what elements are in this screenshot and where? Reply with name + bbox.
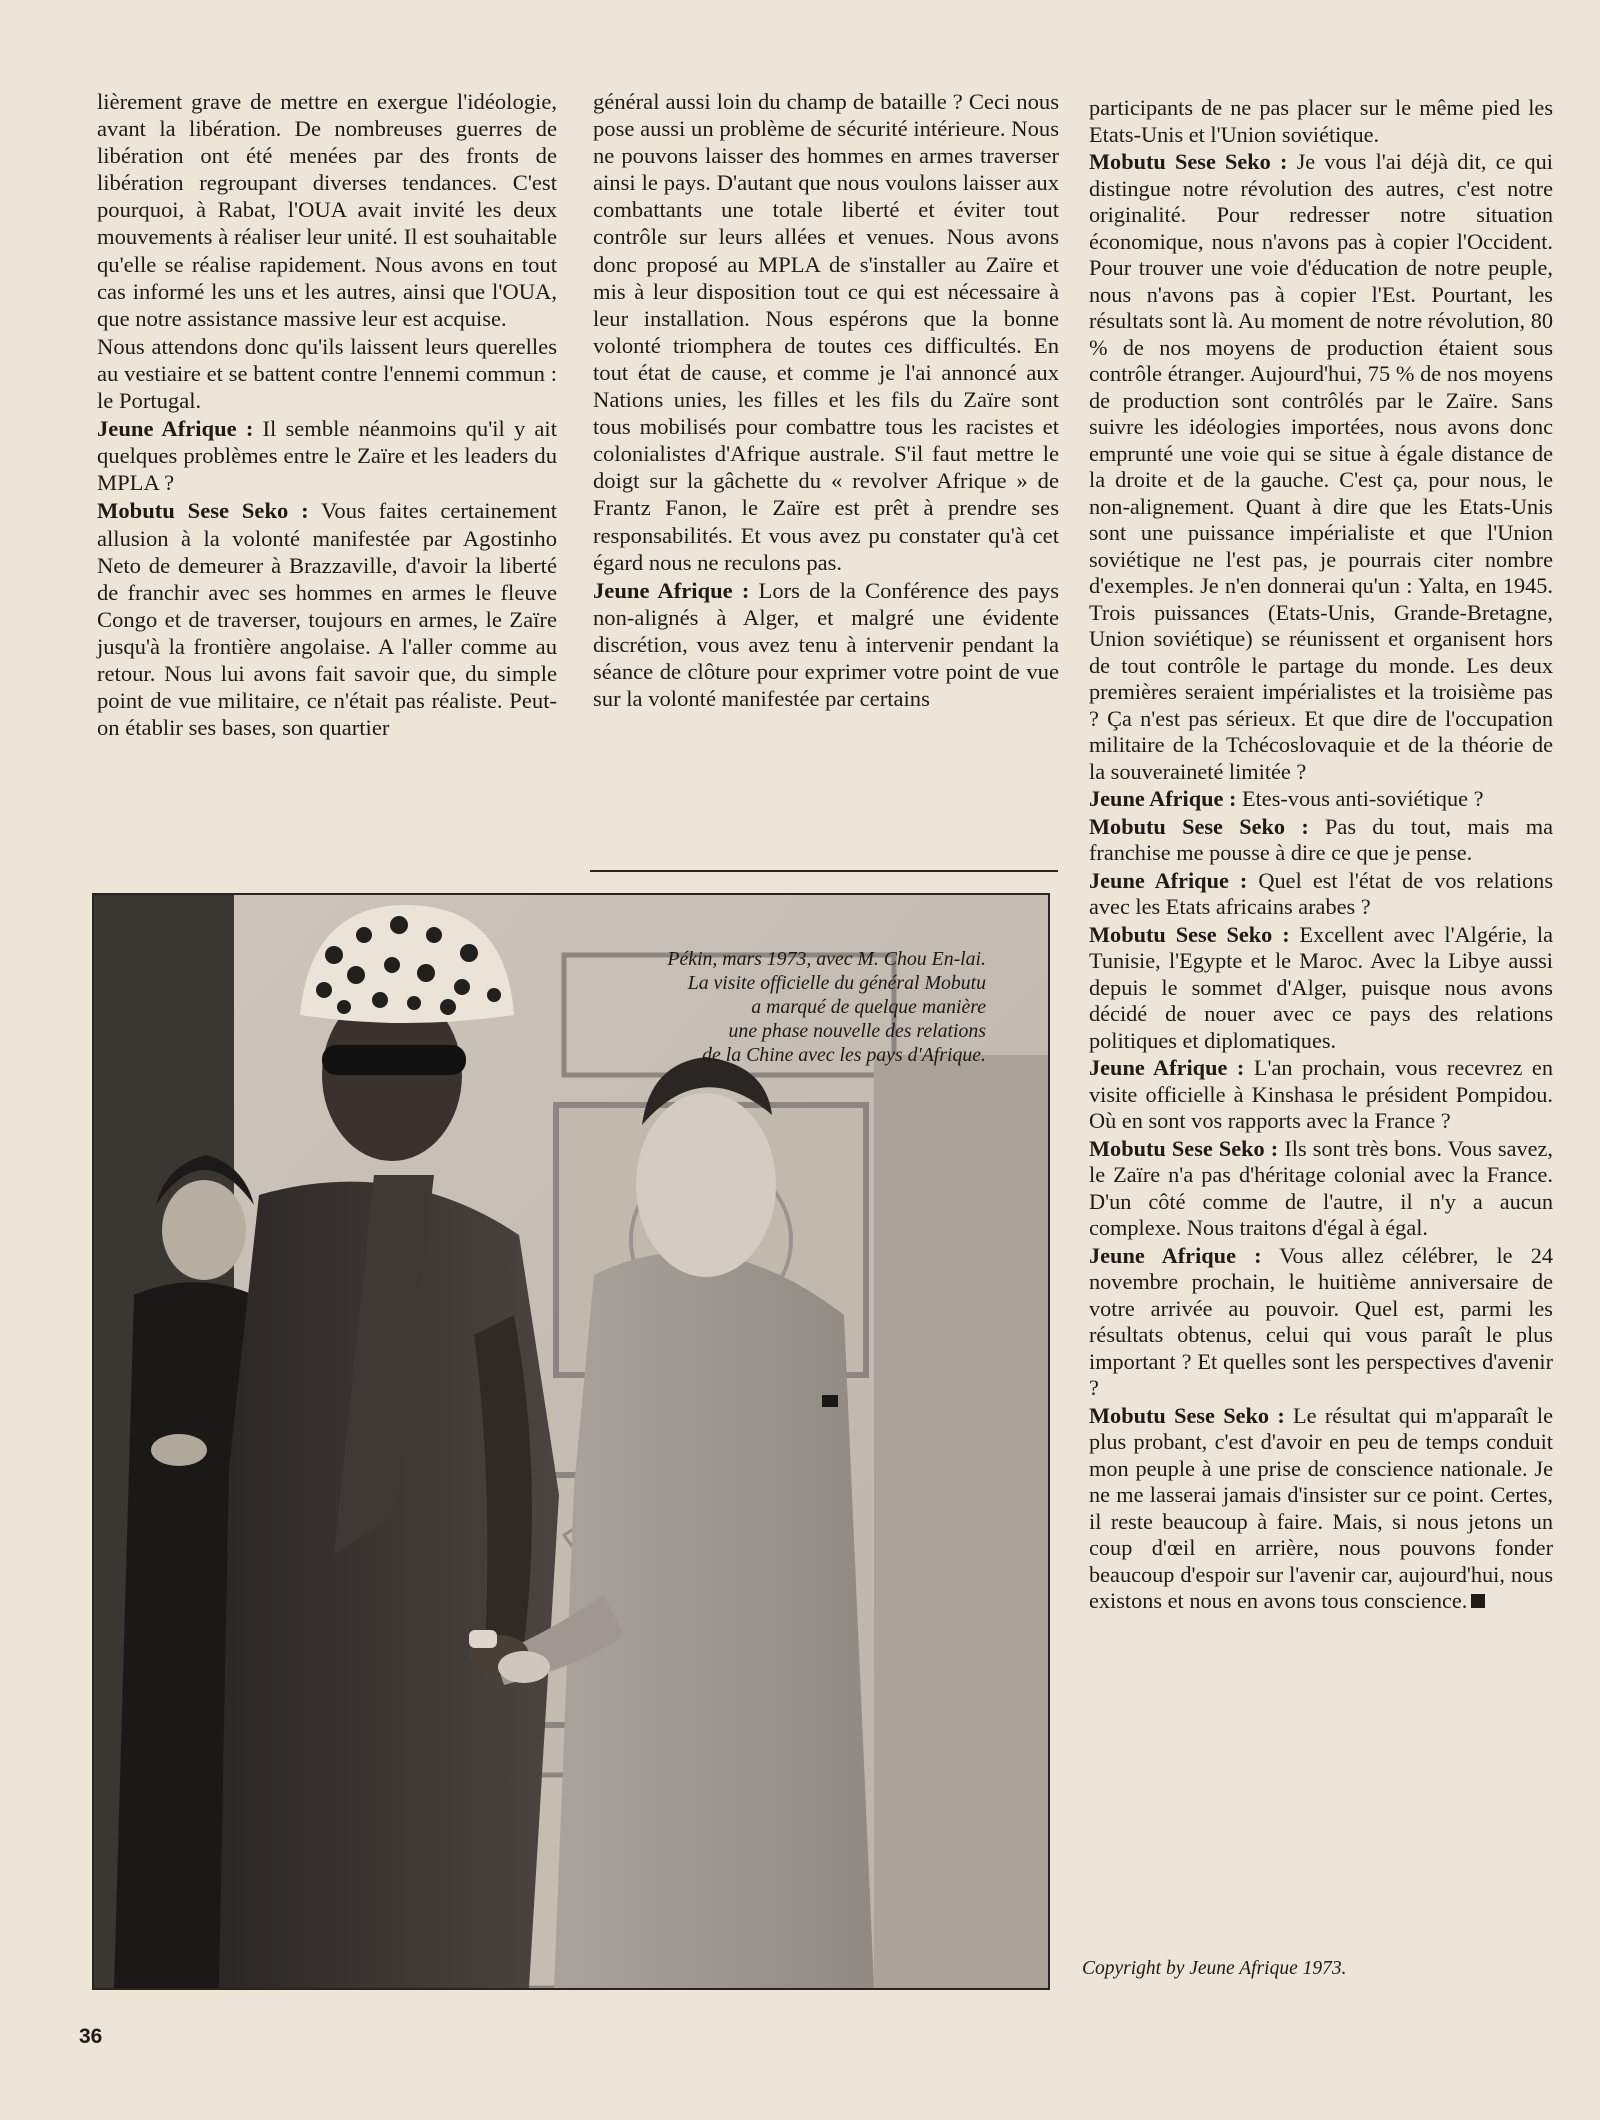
- answer-text: Je vous l'ai déjà dit, ce qui distingue notre révolution des autres, c'est notre originalité. Pour redresser notre situation économique, nous n'avons pas à copier l'Occident. Pour trouver une voie d'éducation de notre peuple, nous n'avons pas à copier l'Est. Pourtant, les résultats sont là. Au moment de notre révolution, 80 % de nos moyens de production étaient sous contrôle étranger. Aujourd'hui, 75 % de nos moyens de production sont contrôlés par le Zaïre. Sans suivre les idéologies importées, nous avons donc emprunté une voie qui se situe à égale distance de la droite et de la gauche. C'est ça, pour nous, le non-alignement. Quant à dire que les Etats-Unis sont une puissance impérialiste et que l'Union soviétique ne l'est pas, je pourrais citer nombre d'exemples. Je n'en donnerai qu'un : Yalta, en 1945. Trois puissances (Etats-Unis, Grande-Bretagne, Union soviétique) se réunissent et organisent hors de tout contrôle le partage du monde. Les deux premières seraient impérialistes et la troisième pas ? Ça n'est pas sérieux. Et que dire de l'occupation militaire de la Tchécoslovaquie et de la théorie de la souveraineté limitée ?: [1089, 149, 1553, 784]
- answer-text: Vous faites certainement allusion à la volonté manifestée par Agostinho Neto de demeurer à Brazzaville, d'avoir la liberté de franchir avec ses hommes en armes le fleuve Congo et de traverser, toujours en armes, le Zaïre jusqu'à la frontière angolaise. A l'aller comme au retour. Nous lui avons fait savoir que, du simple point de vue militaire, ce n'était pas réaliste. Peut-on établir ses bases, son quartier: [97, 498, 558, 741]
- question-text: Lors de la Conférence des pays non-alignés à Alger, et malgré une évidente discrétion, vous avez tenu à intervenir pendant la séance de clôture pour exprimer votre point de vue sur la volonté manifestée par certains: [593, 577, 1059, 712]
- page-number: 36: [79, 2025, 103, 2048]
- answer: [1089, 1403, 1553, 1615]
- photo: [92, 893, 1050, 1990]
- speaker-label: Jeune Afrique :: [1089, 867, 1248, 893]
- speaker-label: Jeune Afrique :: [593, 577, 750, 603]
- speaker-label: Jeune Afrique :: [97, 416, 254, 442]
- caption-line: a marqué de quelque manière: [751, 996, 986, 1018]
- caption-line: La visite officielle du général Mobutu: [687, 972, 986, 994]
- question: [1089, 868, 1553, 921]
- paragraph: lièrement grave de mettre en exergue l'idéologie, avant la libération. De nombreuses guerres de libération ont été menées par des fronts de libération regroupant diverses tendances. C'est pourquoi, à Rabat, l'OUA avait invité les deux mouvements à réaliser leur unité. Il est souhaitable qu'elle se réalise rapidement. Nous avons en tout cas informé les uns et les autres, ainsi que l'OUA, que notre assistance massive leur est acquise.: [97, 89, 557, 331]
- question-text: Vous allez célébrer, le 24 novembre prochain, le huitième anniversaire de votre arrivée au pouvoir. Quel est, parmi les résultats obtenus, celui qui vous paraît le plus important ? Et quelles sont les perspectives d'avenir ?: [1089, 1242, 1553, 1400]
- question: [1089, 1055, 1553, 1135]
- article-column-1: [97, 88, 557, 741]
- answer-text: Pas du tout, mais ma franchise me pousse à dire ce que je pense.: [1089, 813, 1553, 865]
- answer: [1089, 149, 1553, 785]
- answer-text: Le résultat qui m'apparaît le plus probant, c'est d'avoir en peu de temps conduit mon peuple à une prise de conscience nationale. Je ne me lasserai jamais d'insister sur ce point. Certes, il reste beaucoup à faire. Mais, si nous jetons un coup d'œil en arrière, nous pouvons fonder beaucoup d'espoir sur l'avenir car, aujourd'hui, nous existons et nous en avons tous conscience.: [1089, 1402, 1553, 1613]
- speaker-label: Mobutu Sese Seko :: [1089, 1135, 1279, 1161]
- article-column-3: [1089, 95, 1553, 1615]
- end-of-article-mark: [1471, 1594, 1485, 1608]
- answer: [1089, 814, 1553, 867]
- caption-line: Pékin, mars 1973, avec M. Chou En-lai.: [667, 948, 986, 970]
- speaker-label: Jeune Afrique :: [1089, 1055, 1245, 1080]
- speaker-label: Mobutu Sese Seko :: [1089, 1402, 1285, 1428]
- answer-text: Ils sont très bons. Vous savez, le Zaïre n'a pas d'héritage colonial avec la France. D'un côté comme de l'autre, il n'y a aucun complexe. Nous traitons d'égal à égal.: [1089, 1135, 1553, 1240]
- question-text: Quel est l'état de vos relations avec les Etats africains arabes ?: [1089, 867, 1554, 919]
- question-text: Il semble néanmoins qu'il y ait quelques problèmes entre le Zaïre et les leaders du MPLA ?: [97, 416, 557, 496]
- caption-line: de la Chine avec les pays d'Afrique.: [702, 1044, 986, 1066]
- speaker-label: Mobutu Sese Seko :: [1089, 921, 1290, 947]
- article-column-2: [593, 88, 1059, 712]
- speaker-label: Mobutu Sese Seko :: [1089, 813, 1309, 839]
- question: [1089, 1243, 1553, 1402]
- photo-caption: [526, 947, 986, 1067]
- speaker-label: Jeune Afrique :: [1089, 786, 1237, 811]
- question: [1089, 786, 1553, 813]
- question-text: L'an prochain, vous recevrez en visite officielle à Kinshasa le président Pompidou. Où en sont vos rapports avec la France ?: [1089, 1055, 1553, 1133]
- answer-text: Excellent avec l'Algérie, la Tunisie, l'Egypte et le Maroc. Avec la Libye aussi depuis le sommet d'Alger, puisque nous avons décidé de nouer avec ce pays des relations politiques et diplomatiques.: [1089, 921, 1554, 1053]
- answer: [1089, 1136, 1553, 1242]
- paragraph: Nous attendons donc qu'ils laissent leurs querelles au vestiaire et se battent contre l'ennemi commun : le Portugal.: [97, 333, 557, 414]
- question: [97, 415, 557, 496]
- speaker-label: Mobutu Sese Seko :: [1089, 149, 1288, 174]
- answer: [97, 497, 557, 741]
- speaker-label: Mobutu Sese Seko :: [97, 498, 309, 524]
- copyright-notice: Copyright by Jeune Afrique 1973.: [1082, 1958, 1347, 1979]
- column-divider-rule: [590, 870, 1058, 872]
- paragraph: général aussi loin du champ de bataille ? Ceci nous pose aussi un problème de sécurité intérieure. Nous ne pouvons laisser des hommes en armes traverser ainsi le pays. D'autant que nous voulons laisser aux combattants une totale liberté et éviter tout contrôle sur leurs allées et venues. Nous avons donc proposé au MPLA de s'installer au Zaïre et mis à leur disposition tout ce qui est nécessaire à leur installation. Nous espérons que la bonne volonté triomphera de toutes ces difficultés. En tout état de cause, et comme je l'ai annoncé aux Nations unies, les filles et les fils du Zaïre sont tous mobilisés pour combattre tous les racistes et colonialistes d'Afrique australe. S'il faut mettre le doigt sur la gâchette du « revolver Afrique » de Frantz Fanon, le Zaïre est prêt à prendre ses responsabilités. Et vous avez pu constater qu'à cet égard nous ne reculons pas.: [593, 89, 1059, 575]
- question-text: Etes-vous anti-soviétique ?: [1236, 786, 1484, 811]
- caption-line: une phase nouvelle des relations: [728, 1020, 986, 1042]
- paragraph: participants de ne pas placer sur le même pied les Etats-Unis et l'Union soviétique.: [1089, 95, 1553, 147]
- speaker-label: Jeune Afrique :: [1089, 1242, 1262, 1268]
- answer: [1089, 922, 1553, 1055]
- question: [593, 577, 1059, 712]
